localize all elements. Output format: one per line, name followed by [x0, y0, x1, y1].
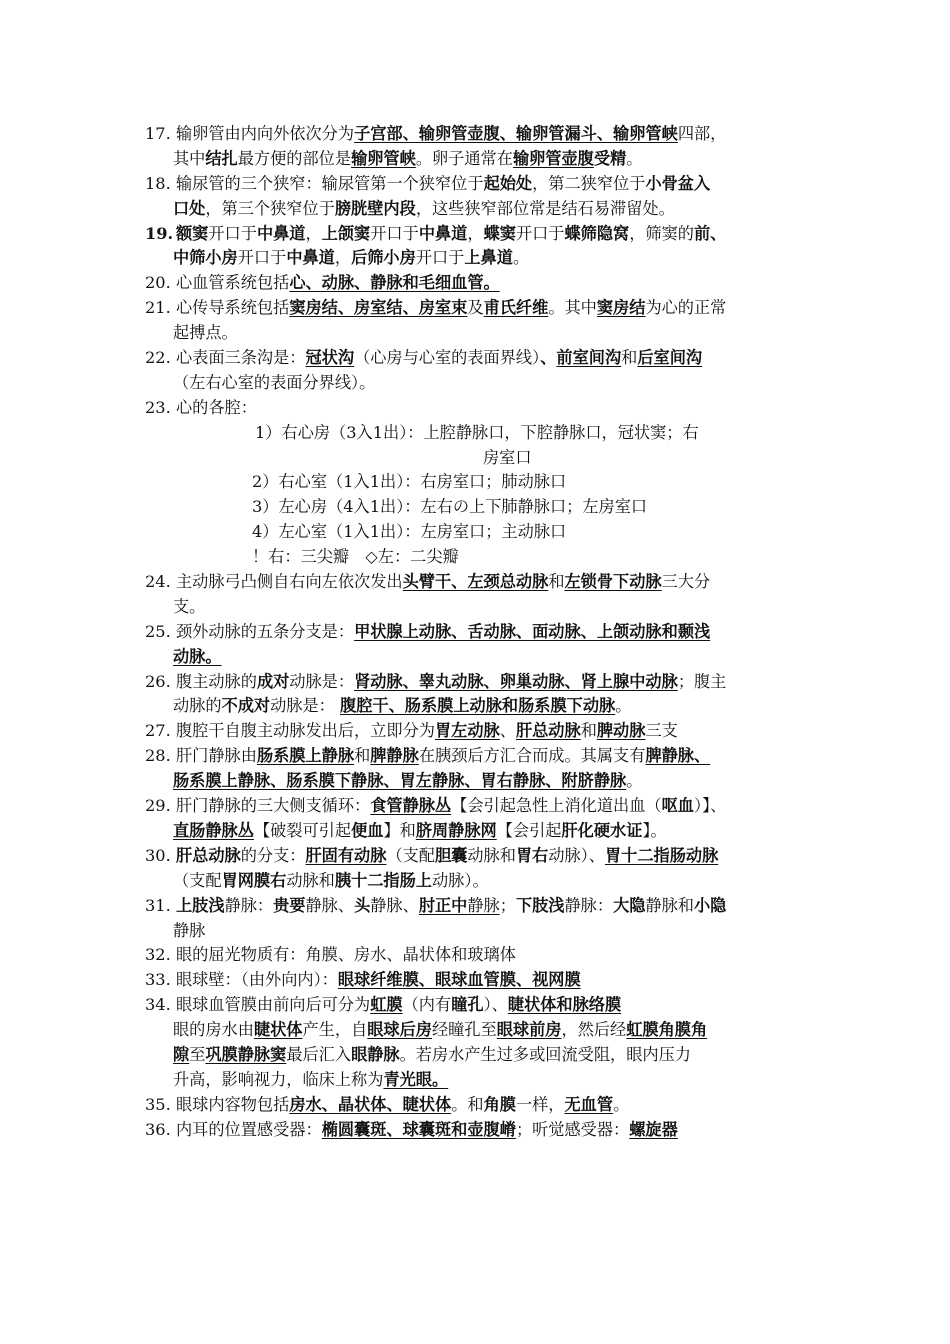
- emphasized-text: 睫状体: [253, 1020, 303, 1040]
- emphasized-text: 头: [354, 895, 371, 915]
- item-text: [173, 246, 529, 271]
- item-text: [252, 470, 566, 495]
- text-run: 眼球血管膜由前向后可分为: [176, 995, 371, 1015]
- text-run: 【破裂可引起: [253, 820, 352, 840]
- item-text: [176, 1118, 678, 1143]
- emphasized-text: 眼球纤维膜、眼球血管膜、视网膜: [337, 970, 581, 990]
- text-run: 房室口: [483, 447, 532, 467]
- item-text: [176, 122, 726, 147]
- item-text: [173, 1043, 691, 1068]
- text-run: 4）左心室（1入1出）：左房室口；主动脉口: [252, 522, 567, 542]
- text-run: 输尿管的三个狭窄：输尿管第一个狭窄位于: [176, 173, 484, 193]
- item-number: 26.: [145, 671, 171, 691]
- emphasized-text: 无血管: [564, 1094, 614, 1114]
- emphasized-text: 小骨盆入: [645, 173, 711, 193]
- list-item-continuation: [0, 197, 950, 222]
- text-run: 】和: [383, 820, 416, 840]
- emphasized-text: 蝶窦: [483, 223, 516, 243]
- emphasized-text: 上颌窦: [321, 223, 371, 243]
- emphasized-text: 眼球后房: [367, 1020, 432, 1040]
- text-run: 。其中: [548, 298, 597, 318]
- list-item-continuation: [0, 1018, 950, 1043]
- emphasized-text: 螺旋器: [629, 1119, 678, 1139]
- emphasized-text: 腹腔干、肠系膜上动脉和肠系膜下动脉: [340, 696, 616, 716]
- item-text: [483, 446, 532, 471]
- text-run: 升高，影响视力，临床上称为: [173, 1069, 384, 1089]
- emphasized-text: 成对: [256, 671, 290, 691]
- item-text: [176, 570, 710, 595]
- text-run: 眼球内容物包括: [176, 1094, 290, 1114]
- list-item: [0, 794, 950, 819]
- text-run: 心血管系统包括: [176, 273, 290, 293]
- text-run: 1）右心房（3入1出）：上腔静脉口，下腔静脉口，冠状窦；右: [255, 422, 699, 442]
- item-text: [173, 769, 642, 794]
- emphasized-text: 中鼻道: [256, 223, 306, 243]
- item-text: [173, 1018, 707, 1043]
- item-number: 32.: [145, 945, 171, 965]
- list-item-continuation: [0, 1068, 950, 1093]
- emphasized-text: 肾动脉、睾丸动脉、卵巢动脉、肾上腺中动脉: [354, 671, 678, 691]
- item-number: 17.: [145, 124, 171, 143]
- list-item: [0, 1118, 950, 1143]
- emphasized-text: 冠状沟: [305, 348, 355, 368]
- text-run: （支配: [386, 845, 435, 865]
- text-run: 静脉和: [645, 895, 694, 915]
- list-item: [0, 993, 950, 1018]
- text-run: 。: [626, 771, 643, 791]
- item-number: 34.: [145, 995, 171, 1015]
- item-text: [176, 993, 621, 1018]
- text-run: 支。: [173, 596, 206, 616]
- list-item: [0, 844, 950, 869]
- emphasized-text: 胆囊: [435, 845, 468, 865]
- emphasized-text: 脾静脉: [370, 746, 419, 766]
- emphasized-text: 前、: [694, 223, 727, 243]
- emphasized-text: 贵要: [273, 895, 306, 915]
- text-run: 起搏点。: [173, 323, 238, 343]
- emphasized-text: 椭圆囊斑、球囊斑和壶腹嵴: [321, 1119, 516, 1139]
- emphasized-text: 肠系膜上静脉: [256, 746, 355, 766]
- text-run: 腹主动脉的: [176, 671, 257, 691]
- emphasized-text: 食管静脉丛: [370, 796, 452, 816]
- emphasized-text: 胃右: [515, 845, 549, 865]
- list-item-continuation: [0, 645, 950, 670]
- text-run: 静脉、: [305, 895, 355, 915]
- text-run: ，第三个狭窄位于: [205, 198, 335, 218]
- list-item: [0, 570, 950, 595]
- list-item-continuation: [0, 520, 950, 545]
- item-number: 35.: [145, 1094, 171, 1114]
- emphasized-text: 脾动脉: [596, 721, 646, 741]
- text-run: 开口于: [415, 248, 465, 268]
- text-run: 一样，: [515, 1094, 565, 1114]
- text-run: 静脉、: [370, 895, 419, 915]
- item-text: [173, 371, 375, 396]
- text-run: 及: [467, 298, 484, 318]
- item-text: [176, 794, 726, 819]
- text-run: ；: [499, 895, 516, 915]
- emphasized-text: 眼球前房: [496, 1020, 562, 1040]
- emphasized-text: 窦房结、房室结、房室束: [289, 298, 468, 318]
- emphasized-text: 呕血: [661, 796, 694, 816]
- text-run: 心表面三条沟是：: [176, 348, 306, 368]
- text-run: 输卵管由内向外依次分为: [176, 124, 355, 143]
- item-text: [173, 1068, 448, 1093]
- text-run: ，第二狭窄位于: [532, 173, 646, 193]
- text-run: 产生，自: [302, 1020, 368, 1040]
- emphasized-text: 输卵管峡: [351, 148, 416, 168]
- item-number: 28.: [145, 746, 171, 766]
- list-item-continuation: [0, 1043, 950, 1068]
- emphasized-text: 甲状腺上动脉、舌动脉、面动脉、上颌动脉和颞浅: [354, 621, 711, 641]
- item-text: [173, 645, 222, 670]
- text-run: 动脉和: [286, 870, 335, 890]
- emphasized-text: 胰十二指肠上: [334, 870, 432, 890]
- item-text: [176, 346, 702, 371]
- list-item: [0, 346, 950, 371]
- emphasized-text: 肝固有动脉: [305, 845, 387, 865]
- list-item: [0, 296, 950, 321]
- emphasized-text: 中筛小房: [173, 248, 238, 268]
- item-text: [255, 421, 699, 446]
- emphasized-text: 肝化硬水证: [561, 820, 643, 840]
- text-run: 心的各腔：: [176, 397, 257, 417]
- text-run: 动脉是：: [270, 696, 341, 716]
- text-run: 动脉和: [467, 845, 516, 865]
- text-run: 内耳的位置感受器：: [176, 1119, 322, 1139]
- text-run: ！右：三尖瓣 ◇左：二尖瓣: [252, 547, 459, 567]
- list-item: [0, 396, 950, 421]
- text-run: 和: [548, 572, 565, 592]
- list-item: [0, 122, 950, 147]
- emphasized-text: 下肢浅: [515, 895, 565, 915]
- emphasized-text: 脾静脉、: [645, 746, 711, 766]
- item-number: 27.: [145, 721, 171, 741]
- text-run: 腹腔干自腹主动脉发出后，立即分为: [176, 721, 435, 741]
- item-text: [176, 620, 710, 645]
- list-item: [0, 968, 950, 993]
- document-body: [0, 122, 950, 1143]
- emphasized-text: 胃网膜右: [221, 870, 287, 890]
- item-text: [176, 968, 581, 993]
- list-item: [0, 1093, 950, 1118]
- item-text: [176, 670, 726, 695]
- text-run: 。若房水产生过多或回流受阻，眼内压力: [399, 1044, 691, 1064]
- text-run: 开口于: [515, 223, 565, 243]
- text-run: 经瞳孔至: [432, 1020, 497, 1040]
- emphasized-text: 静脉: [467, 895, 500, 915]
- item-number: 29.: [145, 796, 171, 816]
- text-run: 和: [621, 348, 638, 368]
- text-run: 。: [613, 1094, 630, 1114]
- emphasized-text: 直肠静脉丛: [173, 820, 254, 840]
- emphasized-text: 动脉。: [173, 646, 222, 666]
- text-run: （内有: [402, 995, 452, 1015]
- text-run: 最后汇入: [286, 1044, 352, 1064]
- text-run: 眼球壁：（由外向内）：: [176, 970, 338, 990]
- text-run: ）】、: [694, 796, 727, 816]
- text-run: 心传导系统包括: [176, 298, 290, 318]
- item-text: [173, 147, 642, 172]
- text-run: 动脉）、: [548, 845, 605, 865]
- text-run: 静脉: [173, 920, 206, 940]
- emphasized-text: 不成对: [221, 696, 271, 716]
- item-number: 23.: [145, 397, 171, 417]
- emphasized-text: 大隐: [613, 895, 646, 915]
- text-run: 眼的房水由: [173, 1020, 254, 1040]
- text-run: 动脉的: [173, 696, 222, 716]
- text-run: ；听觉感受器：: [515, 1119, 630, 1139]
- text-run: 肝门静脉的三大侧支循环：: [176, 796, 371, 816]
- list-item-continuation: [0, 769, 950, 794]
- text-run: （左右心室的表面分界线）。: [173, 372, 376, 392]
- emphasized-text: 眼静脉: [351, 1044, 400, 1064]
- text-run: 。和: [451, 1094, 484, 1114]
- item-text: [173, 694, 631, 719]
- text-run: 。: [626, 148, 643, 168]
- list-item: [0, 894, 950, 919]
- text-run: 、: [499, 721, 516, 741]
- emphasized-text: 肝总动脉: [515, 721, 581, 741]
- emphasized-text: 上肢浅: [176, 895, 225, 915]
- emphasized-text: 后室间沟: [637, 348, 703, 368]
- text-run: 】。: [642, 820, 667, 840]
- text-run: 为心的正常: [645, 298, 727, 318]
- item-text: [176, 296, 726, 321]
- item-number: 18.: [145, 173, 171, 193]
- item-text: [173, 197, 675, 222]
- emphasized-text: 角膜: [483, 1094, 516, 1114]
- emphasized-text: 、: [540, 348, 557, 368]
- emphasized-text: 隙: [173, 1044, 190, 1064]
- text-run: 颈外动脉的五条分支是：: [176, 621, 355, 641]
- text-run: （支配: [173, 870, 222, 890]
- text-run: 3）左心房（4入1出）：左右の上下肺静脉口；左房室口: [252, 497, 648, 517]
- item-text: [176, 943, 516, 968]
- item-number: 25.: [145, 621, 171, 641]
- text-run: 【会引起: [496, 820, 562, 840]
- text-run: ，: [467, 223, 484, 243]
- emphasized-text: 肘正中: [418, 895, 468, 915]
- text-run: 和: [580, 721, 597, 741]
- item-number: 33.: [145, 970, 171, 990]
- emphasized-text: 心、动脉、静脉和毛细血管。: [289, 273, 500, 293]
- list-item-continuation: [0, 321, 950, 346]
- emphasized-text: 瞳孔: [451, 995, 484, 1015]
- emphasized-text: 脐周静脉网: [415, 820, 497, 840]
- text-run: 【会引起急性上消化道出血（: [451, 796, 662, 816]
- text-run: 和: [354, 746, 371, 766]
- item-text: [176, 172, 710, 197]
- list-item-continuation: [0, 371, 950, 396]
- emphasized-text: 起始处: [483, 173, 533, 193]
- text-run: ，然后经: [561, 1020, 627, 1040]
- emphasized-text: 结扎: [205, 148, 238, 168]
- emphasized-text: 青光眼。: [383, 1069, 449, 1089]
- text-run: ，筛窦的: [629, 223, 694, 243]
- item-number: 30.: [145, 845, 171, 865]
- text-run: 在胰颈后方汇合而成。其属支有: [418, 746, 646, 766]
- text-run: 至: [189, 1044, 206, 1064]
- emphasized-text: 子宫部、输卵管壶腹、输卵管漏斗、输卵管峡: [354, 124, 678, 143]
- item-text: [173, 919, 205, 944]
- text-run: ，这些狭窄部位常是结石易滞留处。: [415, 198, 675, 218]
- text-run: 静脉：: [224, 895, 274, 915]
- item-number: 21.: [145, 298, 171, 318]
- text-run: 其中: [173, 148, 206, 168]
- list-item-continuation: [0, 446, 950, 471]
- text-run: 静脉：: [564, 895, 614, 915]
- list-item-continuation: [0, 470, 950, 495]
- emphasized-text: 头臂干、左颈总动脉: [402, 572, 549, 592]
- item-text: [173, 595, 205, 620]
- item-text: [173, 819, 667, 844]
- list-item-continuation: [0, 919, 950, 944]
- list-item: [0, 172, 950, 197]
- emphasized-text: 胃十二指肠动脉: [604, 845, 719, 865]
- list-item-continuation: [0, 246, 950, 271]
- emphasized-text: 肠系膜上静脉、肠系膜下静脉、胃左静脉、胃右静脉、附脐静脉: [173, 771, 627, 791]
- list-item-continuation: [0, 495, 950, 520]
- emphasized-text: 巩膜静脉窦: [205, 1044, 287, 1064]
- text-run: 开口于: [237, 248, 287, 268]
- emphasized-text: 输卵管壶腹: [512, 148, 594, 168]
- text-run: 的分支：: [240, 845, 306, 865]
- text-run: （心房与心室的表面界线）: [354, 348, 541, 368]
- text-run: 主动脉弓凸侧自右向左依次发出: [176, 572, 403, 592]
- text-run: 动脉是：: [289, 671, 355, 691]
- item-text: [176, 719, 678, 744]
- list-item-continuation: [0, 819, 950, 844]
- text-run: 开口于: [370, 223, 419, 243]
- text-run: 。: [512, 248, 530, 268]
- list-item-continuation: [0, 545, 950, 570]
- list-item: [0, 719, 950, 744]
- text-run: 眼的屈光物质有：角膜、房水、晶状体和玻璃体: [176, 945, 516, 965]
- text-run: 肝门静脉由: [176, 746, 257, 766]
- item-text: [176, 396, 257, 421]
- emphasized-text: 中鼻道: [286, 248, 335, 268]
- list-item: [0, 670, 950, 695]
- emphasized-text: 睫状体和脉络膜: [507, 995, 622, 1015]
- emphasized-text: 便血: [351, 820, 384, 840]
- item-text: [176, 744, 710, 769]
- emphasized-text: 上鼻道: [464, 248, 513, 268]
- item-number: 19.: [145, 223, 174, 243]
- text-run: ，: [334, 248, 352, 268]
- text-run: 最方便的部位是: [237, 148, 352, 168]
- text-run: 三大分: [661, 572, 711, 592]
- item-text: [176, 894, 726, 919]
- list-item: [0, 620, 950, 645]
- list-item-continuation: [0, 869, 950, 894]
- emphasized-text: 受精: [593, 148, 627, 168]
- item-number: 31.: [145, 895, 171, 915]
- item-text: [176, 844, 718, 869]
- emphasized-text: 前室间沟: [556, 348, 622, 368]
- text-run: 四部，: [677, 124, 727, 143]
- item-text: [173, 321, 238, 346]
- text-run: 三支: [645, 721, 678, 741]
- list-item-continuation: [0, 595, 950, 620]
- text-run: ）、: [483, 995, 508, 1015]
- item-text: [176, 1093, 629, 1118]
- item-number: 20.: [145, 273, 171, 293]
- item-text: [252, 520, 566, 545]
- item-number: 36.: [145, 1119, 171, 1139]
- list-item-continuation: [0, 694, 950, 719]
- item-text: [176, 271, 500, 296]
- item-text: [252, 545, 459, 570]
- text-run: 。: [615, 696, 632, 716]
- emphasized-text: 中鼻道: [418, 223, 468, 243]
- text-run: 动脉）。: [432, 870, 489, 890]
- list-item: [0, 222, 950, 247]
- list-item-continuation: [0, 147, 950, 172]
- text-run: 2）右心室（1入1出）：右房室口；肺动脉口: [252, 472, 567, 492]
- item-number: 22.: [145, 348, 171, 368]
- emphasized-text: 胃左动脉: [435, 721, 500, 741]
- text-run: ，: [305, 223, 322, 243]
- emphasized-text: 虹膜角膜角: [626, 1020, 708, 1040]
- list-item-continuation: [0, 421, 950, 446]
- emphasized-text: 额窦: [176, 223, 209, 243]
- emphasized-text: 蝶筛隐窝: [564, 223, 630, 243]
- emphasized-text: 窦房结: [596, 298, 646, 318]
- item-number: 24.: [145, 572, 171, 592]
- item-text: [176, 222, 726, 247]
- list-item: [0, 744, 950, 769]
- text-run: ；腹主: [677, 671, 727, 691]
- text-run: 。卵子通常在: [415, 148, 513, 168]
- emphasized-text: 肝总动脉: [176, 845, 241, 865]
- item-text: [173, 869, 489, 894]
- emphasized-text: 左锁骨下动脉: [564, 572, 662, 592]
- emphasized-text: 房水、晶状体、睫状体: [289, 1094, 452, 1114]
- list-item: [0, 943, 950, 968]
- emphasized-text: 甫氏纤维: [483, 298, 549, 318]
- emphasized-text: 后筛小房: [351, 248, 416, 268]
- emphasized-text: 口处: [173, 198, 206, 218]
- emphasized-text: 膀胱壁内段: [334, 198, 416, 218]
- list-item: [0, 271, 950, 296]
- emphasized-text: 小隐: [694, 895, 727, 915]
- text-run: 开口于: [208, 223, 257, 243]
- item-text: [252, 495, 647, 520]
- emphasized-text: 虹膜: [370, 995, 403, 1015]
